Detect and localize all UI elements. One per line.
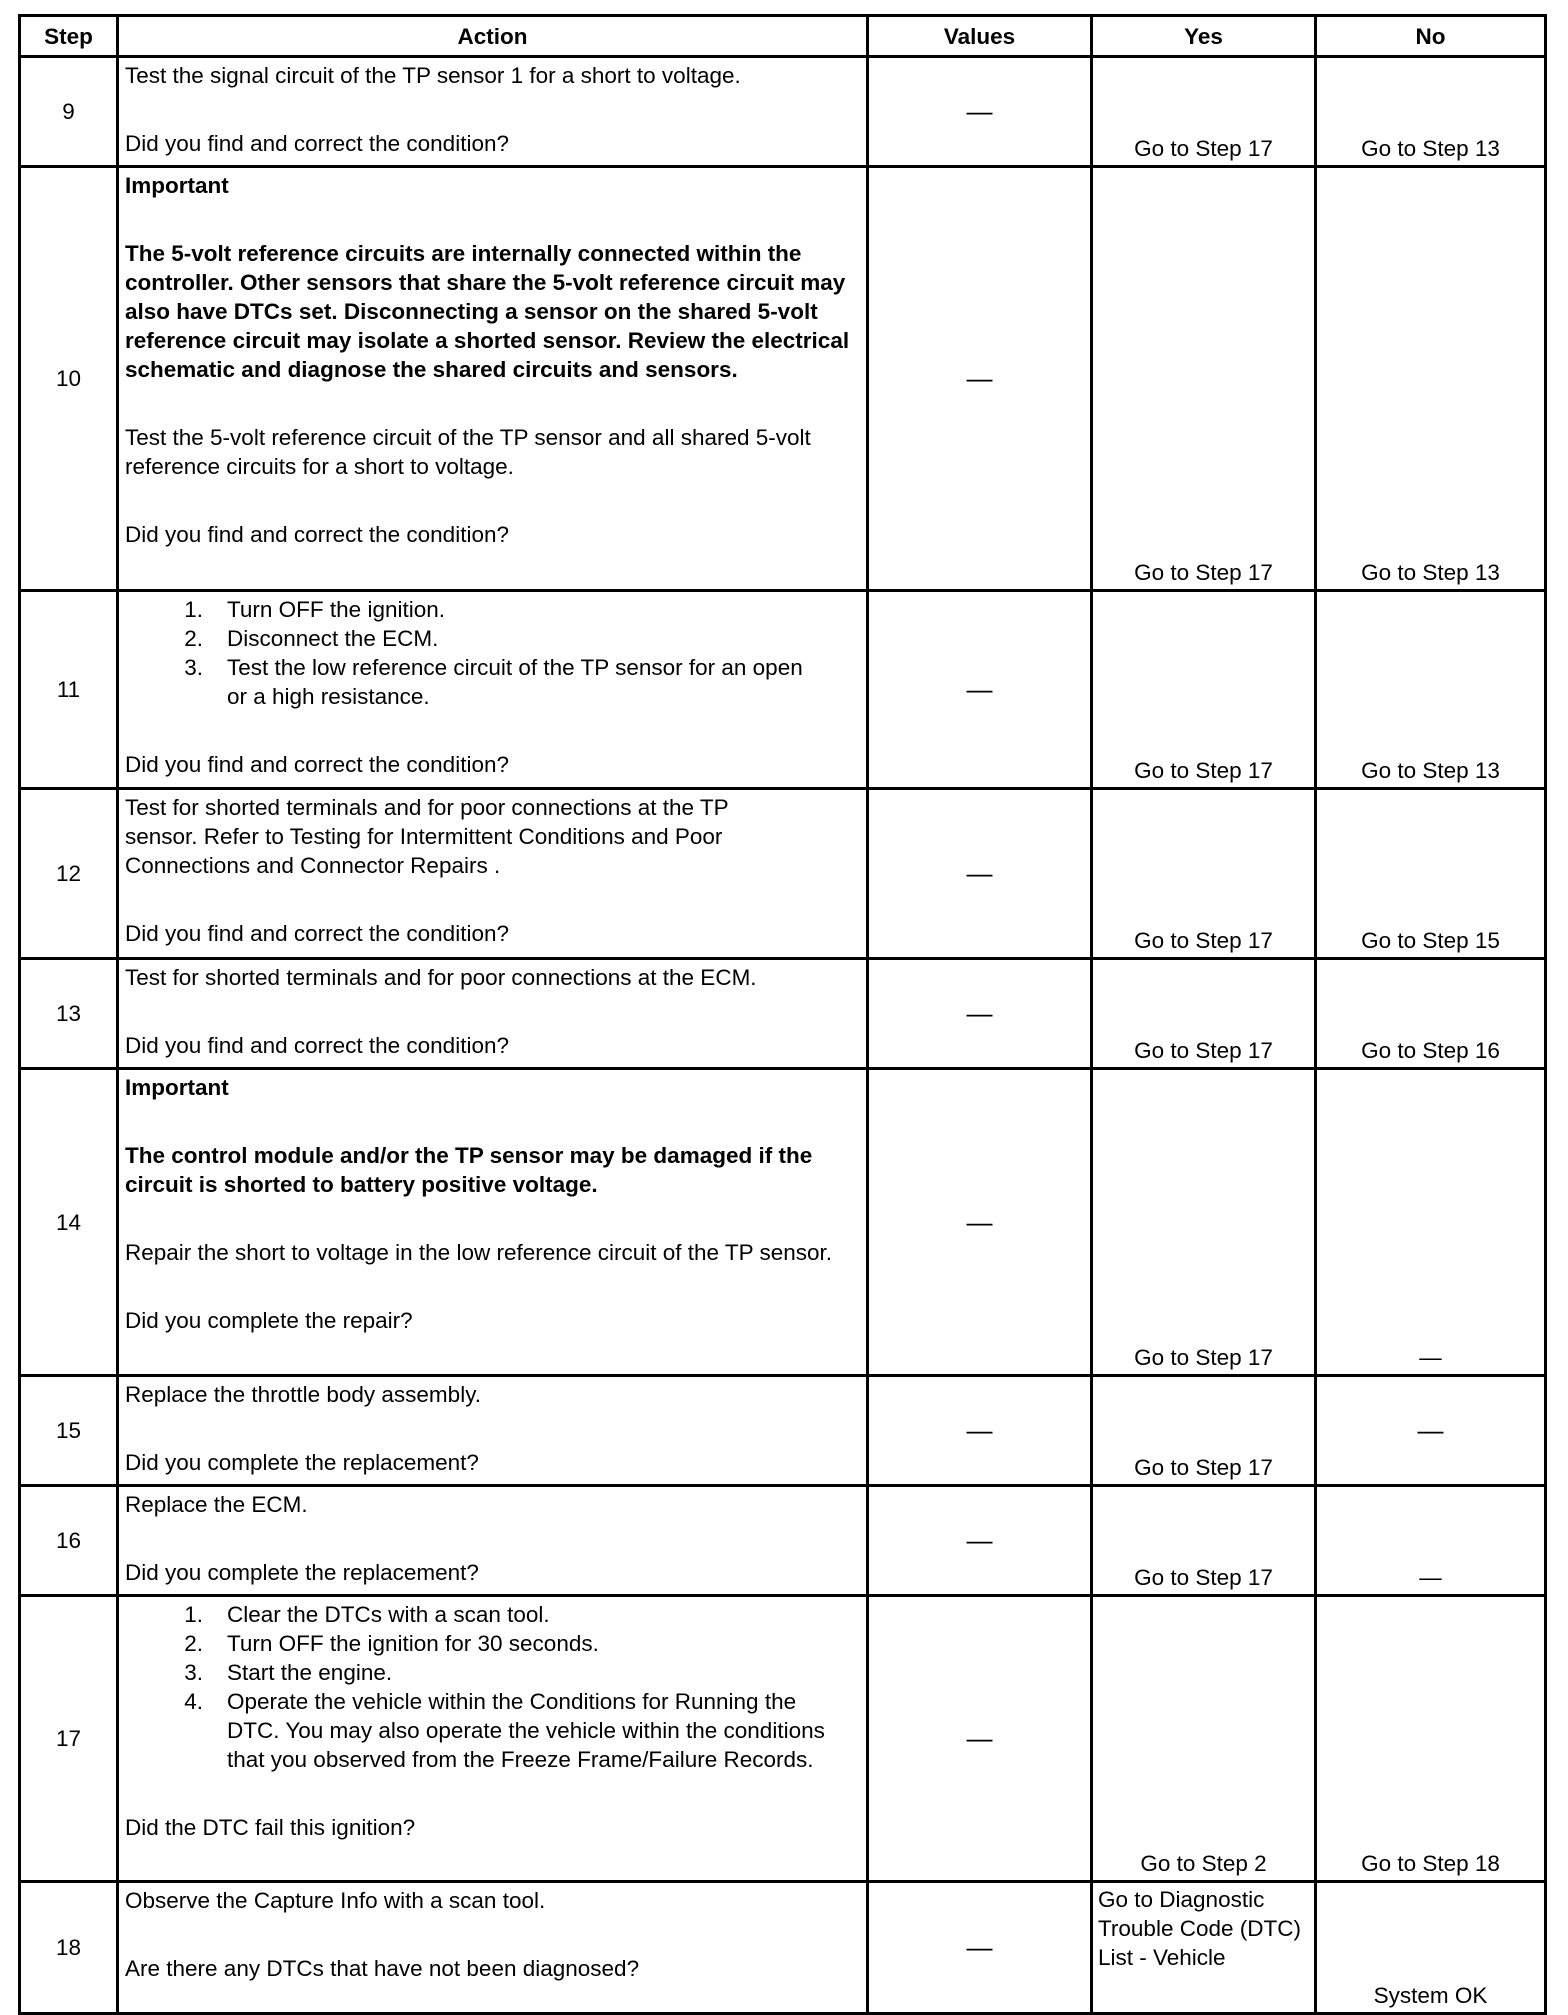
yes-cell: Go to Step 17	[1092, 167, 1316, 591]
no-cell: —	[1316, 1376, 1546, 1486]
action-cell	[118, 959, 868, 1069]
numbered-list	[125, 595, 860, 711]
values-cell: —	[868, 1069, 1092, 1376]
list-item-number: 2.	[184, 1631, 203, 1656]
table-row	[20, 167, 1546, 591]
action-cell	[118, 57, 868, 167]
yes-cell: Go to Step 17	[1092, 1376, 1316, 1486]
action-text: Repair the short to voltage in the low reference circuit of the TP sensor.	[125, 1240, 833, 1265]
values-cell: —	[868, 1486, 1092, 1596]
step-number: 16	[20, 1486, 118, 1596]
list-item-text: Test the low reference circuit of the TP sensor for an open or a high resistance.	[227, 655, 803, 709]
list-item-number: 1.	[184, 1602, 203, 1627]
header-values: Values	[868, 16, 1092, 57]
numbered-list	[125, 1600, 860, 1774]
list-item	[125, 1658, 860, 1687]
diagnostic-table-page	[18, 14, 1544, 2015]
no-cell: —	[1316, 1486, 1546, 1596]
action-cell	[118, 1882, 868, 2014]
yes-cell: Go to Step 17	[1092, 57, 1316, 167]
step-number: 17	[20, 1596, 118, 1882]
yes-cell: Go to Step 2	[1092, 1596, 1316, 1882]
no-cell: Go to Step 18	[1316, 1596, 1546, 1882]
values-cell: —	[868, 57, 1092, 167]
table-row	[20, 1596, 1546, 1882]
table-row	[20, 1069, 1546, 1376]
header-yes: Yes	[1092, 16, 1316, 57]
header-action: Action	[118, 16, 868, 57]
yes-cell: Go to Step 17	[1092, 1069, 1316, 1376]
values-cell: —	[868, 1596, 1092, 1882]
action-cell	[118, 1596, 868, 1882]
list-item-text: Clear the DTCs with a scan tool.	[227, 1602, 550, 1627]
action-text: Test the signal circuit of the TP sensor 1 for a short to voltage.	[125, 63, 741, 88]
no-cell: Go to Step 13	[1316, 167, 1546, 591]
values-cell: —	[868, 591, 1092, 789]
action-question: Did the DTC fail this ignition?	[125, 1815, 416, 1840]
action-text: Test for shorted terminals and for poor connections at the TP sensor. Refer to Testing for Intermittent Conditions and Poor Connections and Connector Repairs .	[125, 795, 729, 878]
no-cell: —	[1316, 1069, 1546, 1376]
no-cell: Go to Step 16	[1316, 959, 1546, 1069]
action-text: Test the 5-volt reference circuit of the TP sensor and all shared 5-volt reference circuits for a short to voltage.	[125, 425, 811, 479]
list-item-text: Operate the vehicle within the Conditions for Running the DTC. You may also operate the vehicle within the conditions that you observed from the Freeze Frame/Failure Records.	[227, 1689, 825, 1772]
values-cell: —	[868, 1882, 1092, 2014]
diagnostic-steps-table	[18, 14, 1547, 2015]
action-cell	[118, 1376, 868, 1486]
list-item-number: 2.	[184, 626, 203, 651]
yes-cell: Go to Step 17	[1092, 959, 1316, 1069]
action-cell	[118, 789, 868, 959]
no-cell: System OK	[1316, 1882, 1546, 2014]
table-header-row	[20, 16, 1546, 57]
action-cell	[118, 1069, 868, 1376]
action-text: Test for shorted terminals and for poor connections at the ECM.	[125, 965, 757, 990]
step-number: 10	[20, 167, 118, 591]
action-cell	[118, 1486, 868, 1596]
values-cell: —	[868, 167, 1092, 591]
action-question: Did you complete the repair?	[125, 1308, 413, 1333]
table-row	[20, 57, 1546, 167]
values-cell: —	[868, 959, 1092, 1069]
important-note: The control module and/or the TP sensor may be damaged if the circuit is shorted to battery positive voltage.	[125, 1143, 813, 1197]
important-note: The 5-volt reference circuits are internally connected within the controller. Other sensors that share the 5-volt reference circuit may also have DTCs set. Disconnecting a sensor on the shared 5-volt reference circuit may isolate a shorted sensor. Review the electrical schematic and diagnose the shared circuits and sensors.	[125, 241, 850, 382]
important-label: Important	[125, 173, 229, 198]
yes-cell: Go to Step 17	[1092, 789, 1316, 959]
action-question: Are there any DTCs that have not been diagnosed?	[125, 1956, 640, 1981]
list-item	[125, 624, 860, 653]
action-text: Replace the ECM.	[125, 1492, 308, 1517]
list-item-text: Start the engine.	[227, 1660, 393, 1685]
step-number: 11	[20, 591, 118, 789]
no-cell: Go to Step 13	[1316, 591, 1546, 789]
action-cell	[118, 167, 868, 591]
action-question: Did you find and correct the condition?	[125, 921, 509, 946]
table-row	[20, 959, 1546, 1069]
values-cell: —	[868, 1376, 1092, 1486]
header-no: No	[1316, 16, 1546, 57]
no-cell: Go to Step 15	[1316, 789, 1546, 959]
list-item-text: Disconnect the ECM.	[227, 626, 439, 651]
action-question: Did you complete the replacement?	[125, 1560, 479, 1585]
action-text: Replace the throttle body assembly.	[125, 1382, 482, 1407]
step-number: 12	[20, 789, 118, 959]
important-label: Important	[125, 1075, 229, 1100]
action-cell	[118, 591, 868, 789]
action-question: Did you complete the replacement?	[125, 1450, 479, 1475]
table-row	[20, 1882, 1546, 2014]
step-number: 14	[20, 1069, 118, 1376]
list-item	[125, 1687, 860, 1774]
list-item-number: 4.	[184, 1689, 203, 1714]
yes-cell: Go to Diagnostic Trouble Code (DTC) List - Vehicle	[1092, 1882, 1316, 2014]
table-row	[20, 1376, 1546, 1486]
list-item-text: Turn OFF the ignition.	[227, 597, 446, 622]
step-number: 18	[20, 1882, 118, 2014]
yes-cell: Go to Step 17	[1092, 1486, 1316, 1596]
action-question: Did you find and correct the condition?	[125, 1033, 509, 1058]
step-number: 9	[20, 57, 118, 167]
step-number: 13	[20, 959, 118, 1069]
list-item	[125, 653, 860, 711]
no-cell: Go to Step 13	[1316, 57, 1546, 167]
table-row	[20, 1486, 1546, 1596]
list-item	[125, 1629, 860, 1658]
header-step: Step	[20, 16, 118, 57]
table-row	[20, 591, 1546, 789]
action-question: Did you find and correct the condition?	[125, 131, 509, 156]
list-item	[125, 1600, 860, 1629]
values-cell: —	[868, 789, 1092, 959]
step-number: 15	[20, 1376, 118, 1486]
action-question: Did you find and correct the condition?	[125, 752, 509, 777]
list-item	[125, 595, 860, 624]
list-item-number: 1.	[184, 597, 203, 622]
table-row	[20, 789, 1546, 959]
list-item-number: 3.	[184, 655, 203, 680]
list-item-text: Turn OFF the ignition for 30 seconds.	[227, 1631, 599, 1656]
action-question: Did you find and correct the condition?	[125, 522, 509, 547]
list-item-number: 3.	[184, 1660, 203, 1685]
yes-cell: Go to Step 17	[1092, 591, 1316, 789]
action-text: Observe the Capture Info with a scan tool.	[125, 1888, 546, 1913]
